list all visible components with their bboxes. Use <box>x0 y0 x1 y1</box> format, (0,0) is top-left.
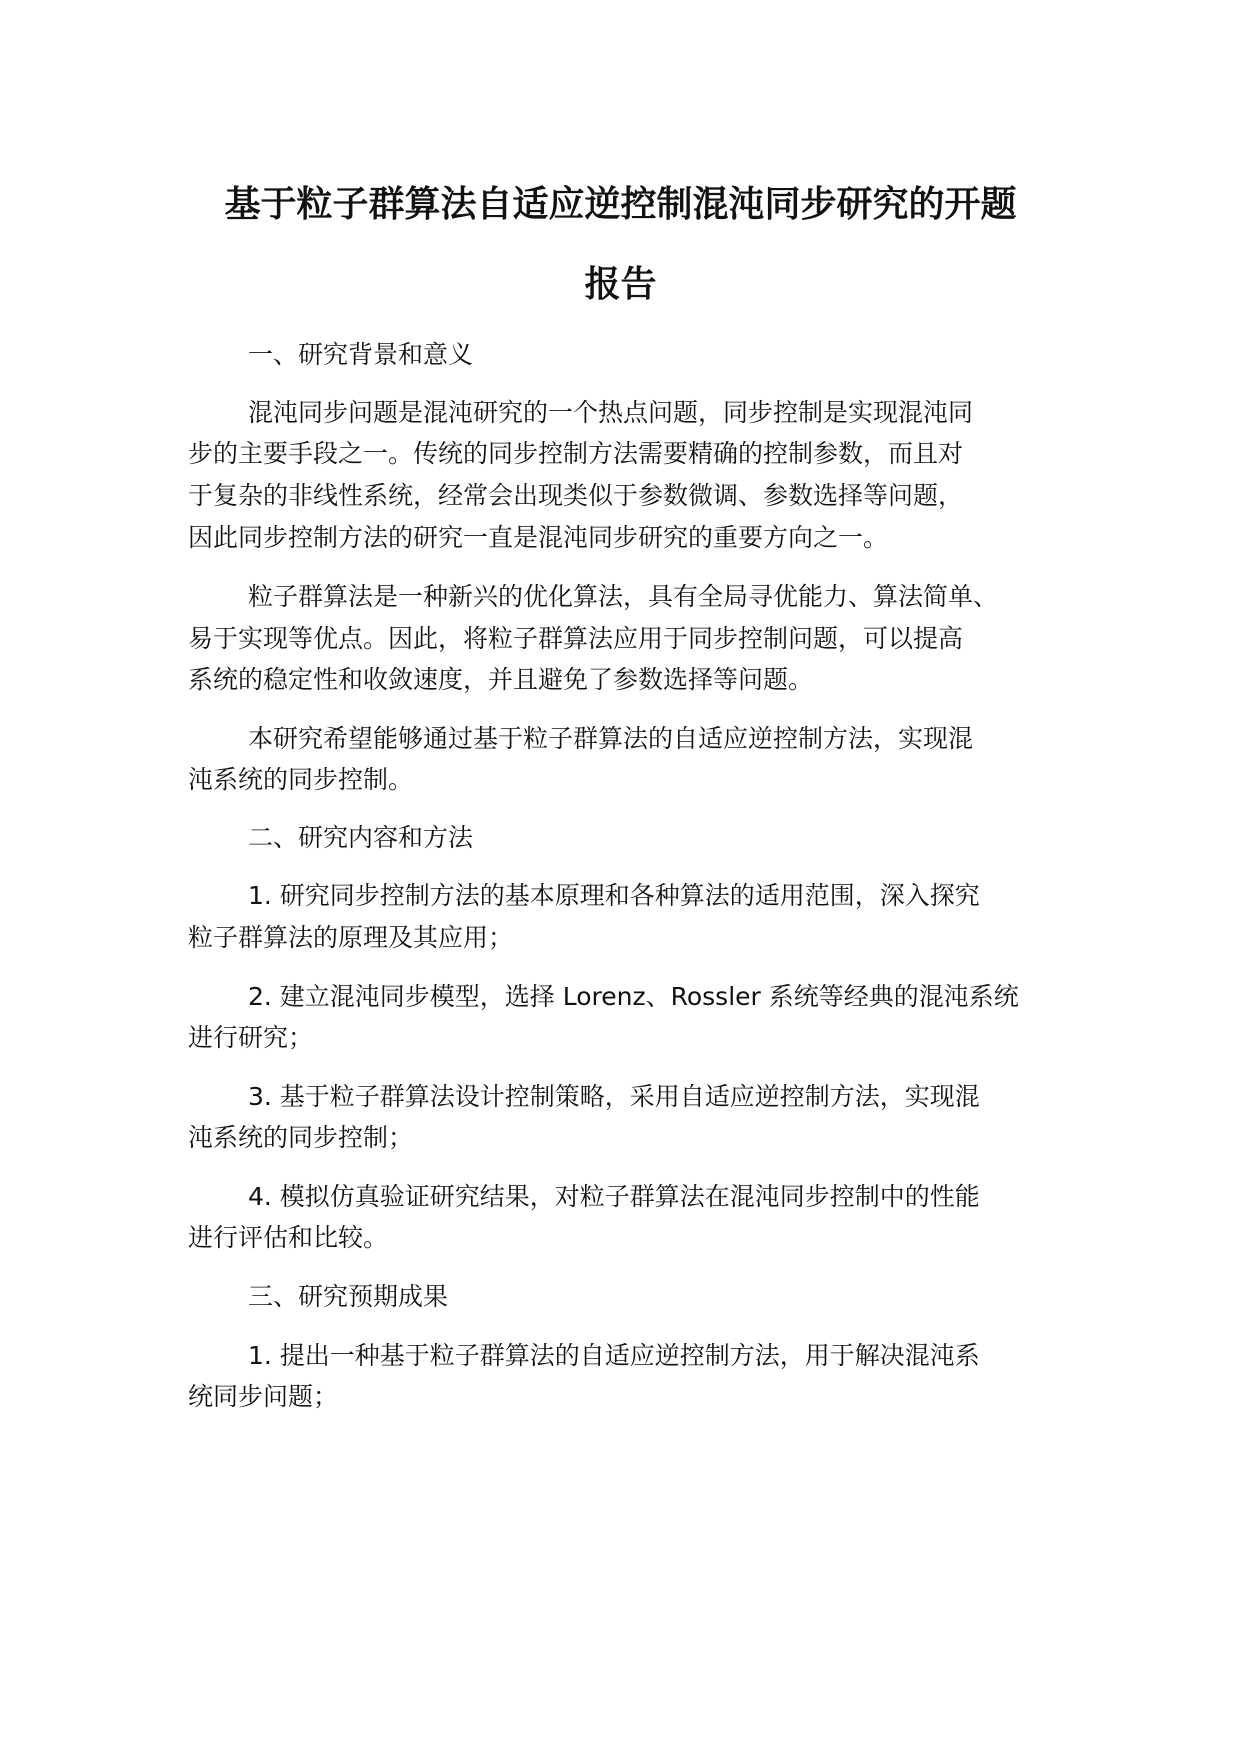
paragraph-line: 粒子群算法是一种新兴的优化算法，具有全局寻优能力、算法简单、 <box>248 582 999 611</box>
section-heading-content-method: 二、研究内容和方法 <box>248 823 474 852</box>
paragraph-line: 本研究希望能够通过基于粒子群算法的自适应逆控制方法，实现混 <box>248 724 974 753</box>
list-item-line: 4. 模拟仿真验证研究结果，对粒子群算法在混沌同步控制中的性能 <box>248 1182 980 1211</box>
document-title-line-1: 基于粒子群算法自适应逆控制混沌同步研究的开题 <box>224 184 1017 225</box>
list-item-line: 3. 基于粒子群算法设计控制策略，采用自适应逆控制方法，实现混 <box>248 1082 980 1111</box>
paragraph-line: 易于实现等优点。因此，将粒子群算法应用于同步控制问题，可以提高 <box>188 624 964 653</box>
list-item-line: 1. 研究同步控制方法的基本原理和各种算法的适用范围，深入探究 <box>248 881 980 910</box>
list-item-line: 进行评估和比较。 <box>188 1223 389 1252</box>
list-item-line: 粒子群算法的原理及其应用； <box>188 923 514 952</box>
list-item-line: 2. 建立混沌同步模型，选择 Lorenz、Rossler 系统等经典的混沌系统 <box>248 982 1019 1011</box>
paragraph-line: 混沌同步问题是混沌研究的一个热点问题，同步控制是实现混沌同 <box>248 398 974 427</box>
paragraph-line: 步的主要手段之一。传统的同步控制方法需要精确的控制参数，而且对 <box>188 439 964 468</box>
paragraph-line: 沌系统的同步控制。 <box>188 765 414 794</box>
list-item-line: 1. 提出一种基于粒子群算法的自适应逆控制方法，用于解决混沌系 <box>248 1341 980 1370</box>
paragraph-line: 于复杂的非线性系统，经常会出现类似于参数微调、参数选择等问题， <box>188 481 964 510</box>
section-heading-expected-results: 三、研究预期成果 <box>248 1282 449 1311</box>
section-heading-background: 一、研究背景和意义 <box>248 340 474 369</box>
list-item-line: 进行研究； <box>188 1023 314 1052</box>
list-item-line: 沌系统的同步控制； <box>188 1123 414 1152</box>
paragraph-line: 系统的稳定性和收敛速度，并且避免了参数选择等问题。 <box>188 665 814 694</box>
list-item-line: 统同步问题； <box>188 1382 339 1411</box>
document-title-line-2: 报告 <box>584 264 657 305</box>
paragraph-line: 因此同步控制方法的研究一直是混沌同步研究的重要方向之一。 <box>188 523 889 552</box>
